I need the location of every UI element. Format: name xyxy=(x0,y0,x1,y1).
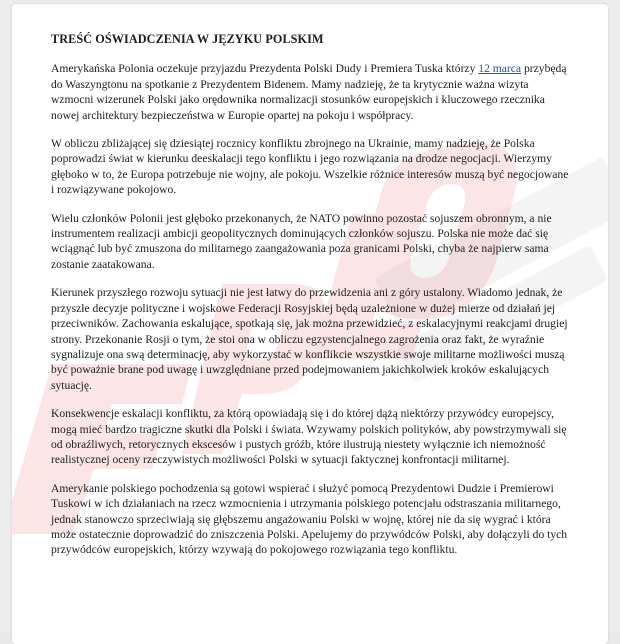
date-link[interactable]: 12 marca xyxy=(478,62,522,76)
paragraph-6: Amerykanie polskiego pochodzenia są gotowi wspierać i służyć pomocą Prezydentowi Dudzie i Premierowi Tuskowi w ich działaniach na rzecz wzmocnienia i utrzymania polskiego potencjału odstraszania militarnego, jednak stanowczo sprzeciwiają się głębszemu angażowaniu Polski w wojnę, której nie da się wygrać i która może ostatecznie doprowadzić do zniszczenia Polski. Apelujemy do przywódców Polski, aby dołączyli do tych przywódców europejskich, którzy wzywają do pokojowego rozwiązania tego konfliktu. xyxy=(51,481,568,557)
paragraph-4: Kierunek przyszłego rozwoju sytuacji nie jest łatwy do przewidzenia ani z góry ustalony. Wiadomo jednak, że przyszłe decyzje polityczne i wojskowe Federacji Rosyjskiej będą uzależnione w dużej mierze od działań jej przeciwników. Zachowania eskalujące, spotkają się, jak można przewidzieć, z eskalacyjnymi reakcjami drugiej strony. Przekonanie Rosji o tym, że stoi ona w obliczu egzystencjalnego zagrożenia oraz fakt, że wyraźnie sygnalizuje ona swą determinację, aby wykorzystać w konflikcie wszystkie swoje militarne możliwości muszą być poważnie brane pod uwagę i uwzględniane przed podejmowaniem jakichkolwiek kroków eskalujących sytuację. xyxy=(51,286,568,392)
paragraph-1 xyxy=(51,61,571,123)
paragraph-3: Wielu członków Polonii jest głęboko przekonanych, że NATO powinno pozostać sojuszem obronnym, a nie instrumentem realizacji ambicji geopolitycznych dominujących członków sojuszu. Polska nie może dać się wciągnąć lub być zmuszona do militarnego zaangażowania poza granicami Polski, chyba że najpierw sama zostanie zaatakowana. xyxy=(51,211,552,271)
statement-body xyxy=(51,24,571,571)
document-page xyxy=(12,4,608,644)
paragraph-2: W obliczu zbliżającej się dziesiątej rocznicy konfliktu zbrojnego na Ukrainie, mamy nadzieję, że Polska poprowadzi świat w kierunku deeskalacji tego konfliktu i jego rozwiązania na drodze negocjacji. Wierzymy głęboko w to, że Europa potrzebuje nie wojny, ale pokoju. Wszelkie różnice interesów muszą być negocjowane i rozwiązywane pokojowo. xyxy=(51,137,569,197)
paragraph-1-text-start: Amerykańska Polonia oczekuje przyjazdu Prezydenta Polski Dudy i Premiera Tuska którzy xyxy=(51,62,479,76)
paragraph-1-text-end: przybędą do Waszyngtonu na spotkanie z Prezydentem Bidenem. Mamy nadzieję, że ta krytycznie ważna wizyta wzmocni wizerunek Polski jako orędownika normalizacji stosunków europejskich i kluczowego rzecznika nowej architektury bezpieczeństwa w Europie opartej na pokoju i współpracy. xyxy=(51,62,567,122)
paragraph-5: Konsekwencje eskalacji konfliktu, za którą opowiadają się i do której dążą niektórzy przywódcy europejscy, mogą mieć bardzo tragiczne skutki dla Polski i świata. Wzywamy polskich polityków, aby powstrzymywali się od obraźliwych, retorycznych ekscesów i pustych gróźb, które ilustrują niestety wyłącznie ich niemożność realistycznej oceny rzeczywistych możliwości Polski w sytuacji faktycznej konfrontacji militarnej. xyxy=(51,407,567,467)
statement-heading: TREŚĆ OŚWIADCZENIA W JĘZYKU POLSKIM xyxy=(51,32,324,46)
